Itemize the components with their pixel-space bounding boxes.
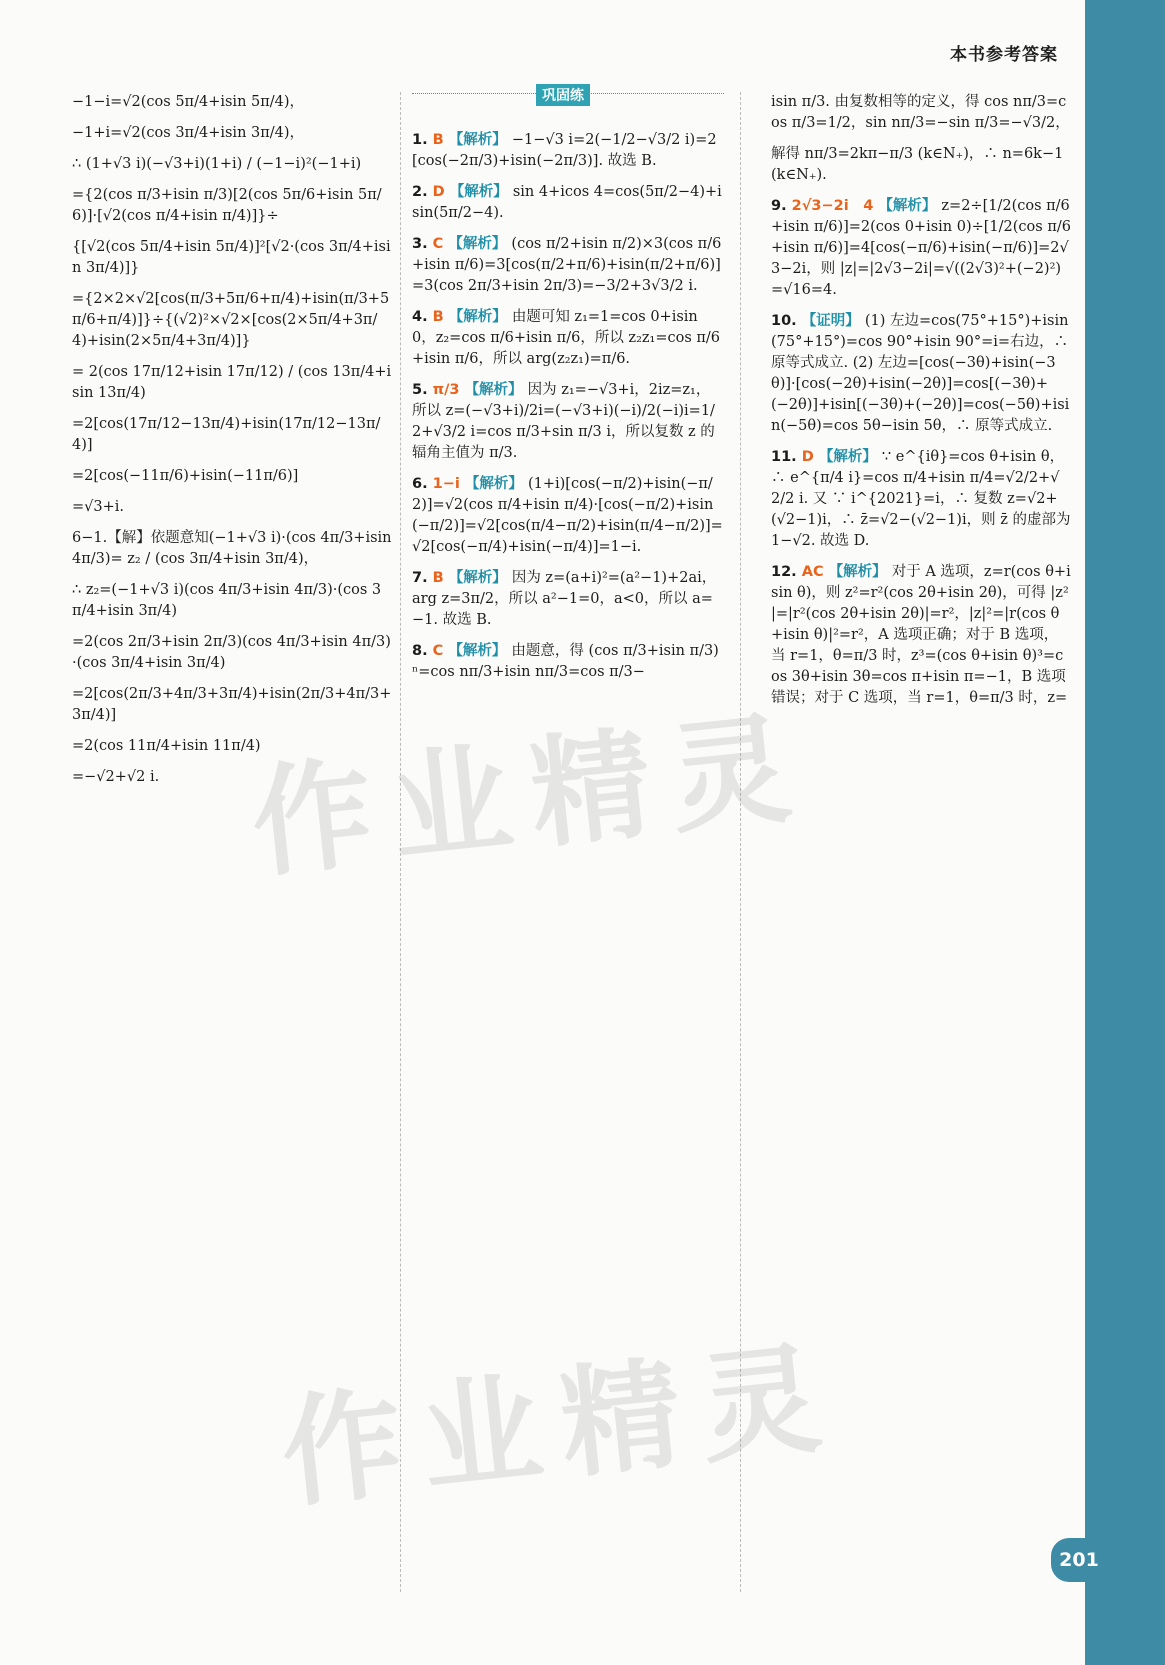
answer-item xyxy=(412,234,724,297)
answer-column-2 xyxy=(412,130,724,693)
answer-item xyxy=(771,311,1071,437)
answer-column-1 xyxy=(72,92,392,798)
answer-item xyxy=(771,447,1071,552)
answer-body: 因为 z=(a+i)²=(a²−1)+2ai，arg z=3π/2，所以 a²−1=0，a<0，所以 a=−1. 故选 B. xyxy=(412,570,717,628)
math-line: =2(cos 2π/3+isin 2π/3)(cos 4π/3+isin 4π/3)·(cos 3π/4+isin 3π/4) xyxy=(72,634,391,671)
answer-number: 8. xyxy=(412,643,433,659)
answer-choice: B xyxy=(432,570,449,586)
analysis-tag: 【解析】 xyxy=(448,236,512,252)
math-line: ={2(cos π/3+isin π/3)[2(cos 5π/6+isin 5π/6)]·[√2(cos π/4+isin π/4)]}÷ xyxy=(72,187,382,224)
math-line: =−√2+√2 i. xyxy=(72,769,160,785)
answer-item xyxy=(412,182,724,224)
answer-body: (1+i)[cos(−π/2)+isin(−π/2)]=√2(cos π/4+isin π/4)·[cos(−π/2)+isin(−π/2)]=√2[cos(π/4−π/2)+isin(π/4−π/2)]=√2[cos(−π/4)+isin(−π/4)]=1−i. xyxy=(412,476,723,555)
answer-item xyxy=(771,92,1071,134)
answer-item xyxy=(771,196,1071,301)
answer-item xyxy=(771,562,1071,709)
math-line: {[√2(cos 5π/4+isin 5π/4)]²[√2·(cos 3π/4+isin 3π/4)]} xyxy=(72,239,391,276)
answer-item xyxy=(412,307,724,370)
answer-number: 7. xyxy=(412,570,433,586)
math-line: = 2(cos 17π/12+isin 17π/12) / (cos 13π/4+isin 13π/4) xyxy=(72,364,392,401)
answer-choice: π/3 xyxy=(432,382,465,398)
math-line: ∴ z₂=(−1+√3 i)(cos 4π/3+isin 4π/3)·(cos 3π/4+isin 3π/4) xyxy=(72,582,382,619)
answer-choice: D xyxy=(801,449,819,465)
math-line: ={2×2×√2[cos(π/3+5π/6+π/4)+isin(π/3+5π/6+π/4)]}÷{(√2)²×√2×[cos(2×5π/4+3π/4)+isin(2×5π/4+3π/4)]} xyxy=(72,291,390,349)
answer-body: 对于 A 选项，z=r(cos θ+isin θ)，则 z²=r²(cos 2θ+isin 2θ)，可得 |z²|=|r²(cos 2θ+isin 2θ)|=r²，|z|²=|r(cos θ+isin θ)|²=r²，A 选项正确；对于 B 选项，当 r=1，θ=π/3 时，z³=(cos θ+isin θ)³=cos 3θ+isin 3θ=cos π+isin π=−1，B 选项错误；对于 C 选项，当 r=1，θ=π/3 时，z= xyxy=(771,564,1071,706)
answer-choice: C xyxy=(432,643,449,659)
math-line: ∴ (1+√3 i)(−√3+i)(1+i) / (−1−i)²(−1+i) xyxy=(72,156,362,172)
math-line: =√3+i. xyxy=(72,499,125,515)
analysis-tag: 【解析】 xyxy=(878,198,942,214)
analysis-tag: 【解析】 xyxy=(464,476,528,492)
answer-choice: D xyxy=(432,184,450,200)
answer-body: 由题可知 z₁=1=cos 0+isin 0，z₂=cos π/6+isin π/6，所以 z₂z₁=cos π/6+isin π/6，所以 arg(z₂z₁)=π/6. xyxy=(412,309,721,367)
answer-item xyxy=(412,641,724,683)
analysis-tag: 【解析】 xyxy=(828,564,892,580)
answer-choice: B xyxy=(432,132,449,148)
answer-body: 由题意，得 (cos π/3+isin π/3)ⁿ=cos nπ/3+isin nπ/3=cos π/3− xyxy=(412,643,719,680)
analysis-tag: 【解析】 xyxy=(448,309,512,325)
watermark: 作业精灵 xyxy=(245,698,817,895)
page-number: 201 xyxy=(1051,1538,1107,1582)
analysis-tag: 【解析】 xyxy=(464,382,528,398)
answer-body: z=2÷[1/2(cos π/6+isin π/6)]=2(cos 0+isin 0)÷[1/2(cos π/6+isin π/6)]=4[cos(−π/6)+isin(−π/6)]=2√3−2i，则 |z|=|2√3−2i|=√((2√3)²+(−2)²)=√16=4. xyxy=(771,198,1071,298)
math-line: =2[cos(17π/12−13π/4)+isin(17π/12−13π/4)] xyxy=(72,416,381,453)
side-color-bar xyxy=(1085,0,1165,1665)
answer-number: 9. xyxy=(771,198,792,214)
answer-item xyxy=(412,380,724,464)
answer-body: (cos π/2+isin π/2)×3(cos π/6+isin π/6)=3[cos(π/2+π/6)+isin(π/2+π/6)]=3(cos 2π/3+isin 2π/3)=−3/2+3√3/2 i. xyxy=(412,236,722,294)
answer-column-3 xyxy=(771,92,1071,719)
analysis-tag: 【解析】 xyxy=(448,570,512,586)
math-line: =2[cos(−11π/6)+isin(−11π/6)] xyxy=(72,468,299,484)
answer-item xyxy=(412,474,724,558)
page-header-title: 本书参考答案 xyxy=(950,45,1058,65)
answer-choice: 1−i xyxy=(432,476,465,492)
math-line: −1−i=√2(cos 5π/4+isin 5π/4)， xyxy=(72,94,305,110)
answer-body: isin π/3. 由复数相等的定义，得 cos nπ/3=cos π/3=1/2，sin nπ/3=−sin π/3=−√3/2， xyxy=(771,94,1070,131)
answer-choice: C xyxy=(432,236,449,252)
answer-body: ∵ e^{iθ}=cos θ+isin θ，∴ e^{π/4 i}=cos π/4+isin π/4=√2/2+√2/2 i. 又 ∵ i^{2021}=i，∴ 复数 z=√2+(√2−1)i，∴ z̄=√2−(√2−1)i，则 z̄ 的虚部为 1−√2. 故选 D. xyxy=(771,449,1071,549)
math-line: =2[cos(2π/3+4π/3+3π/4)+isin(2π/3+4π/3+3π/4)] xyxy=(72,686,392,723)
answer-item xyxy=(412,568,724,631)
analysis-tag: 【解析】 xyxy=(448,132,512,148)
watermark: 作业精灵 xyxy=(275,1328,847,1525)
analysis-tag: 【解析】 xyxy=(448,643,512,659)
answer-body: 解得 nπ/3=2kπ−π/3 (k∈N₊)，∴ n=6k−1 (k∈N₊). xyxy=(771,146,1064,183)
answer-number: 5. xyxy=(412,382,433,398)
answer-number: 10. xyxy=(771,313,802,329)
answer-choice: B xyxy=(432,309,449,325)
practice-label: 巩固练 xyxy=(536,84,590,106)
answer-number: 11. xyxy=(771,449,802,465)
analysis-tag: 【证明】 xyxy=(801,313,865,329)
answer-number: 6. xyxy=(412,476,433,492)
answer-number: 4. xyxy=(412,309,433,325)
math-line: =2(cos 11π/4+isin 11π/4) xyxy=(72,738,261,754)
answer-number: 12. xyxy=(771,564,802,580)
math-line: −1+i=√2(cos 3π/4+isin 3π/4)， xyxy=(72,125,305,141)
analysis-tag: 【解析】 xyxy=(818,449,882,465)
answer-body: −1−√3 i=2(−1/2−√3/2 i)=2[cos(−2π/3)+isin(−2π/3)]. 故选 B. xyxy=(412,132,717,169)
answer-number: 2. xyxy=(412,184,433,200)
answer-choice: 2√3−2i 4 xyxy=(791,198,879,214)
answer-body: 因为 z₁=−√3+i，2iz=z₁，所以 z=(−√3+i)/2i=(−√3+i)(−i)/2(−i)i=1/2+√3/2 i=cos π/3+sin π/3 i，所以复数 z 的辐角主值为 π/3. xyxy=(412,382,715,461)
analysis-tag: 【解析】 xyxy=(449,184,513,200)
answer-number: 3. xyxy=(412,236,433,252)
answer-item xyxy=(771,144,1071,186)
math-line: 6−1.【解】依题意知(−1+√3 i)·(cos 4π/3+isin 4π/3)= z₂ / (cos 3π/4+isin 3π/4)， xyxy=(72,530,392,567)
answer-body: (1) 左边=cos(75°+15°)+isin(75°+15°)=cos 90°+isin 90°=i=右边，∴ 原等式成立. (2) 左边=[cos(−3θ)+isin(−3θ)]·[cos(−2θ)+isin(−2θ)]=cos[(−3θ)+(−2θ)]+isin[(−3θ)+(−2θ)]=cos(−5θ)+isin(−5θ)=cos 5θ−isin 5θ，∴ 原等式成立. xyxy=(771,313,1070,434)
answer-item xyxy=(412,130,724,172)
answer-body: sin 4+icos 4=cos(5π/2−4)+isin(5π/2−4). xyxy=(412,184,722,221)
answer-choice: AC xyxy=(801,564,829,580)
answer-number: 1. xyxy=(412,132,433,148)
